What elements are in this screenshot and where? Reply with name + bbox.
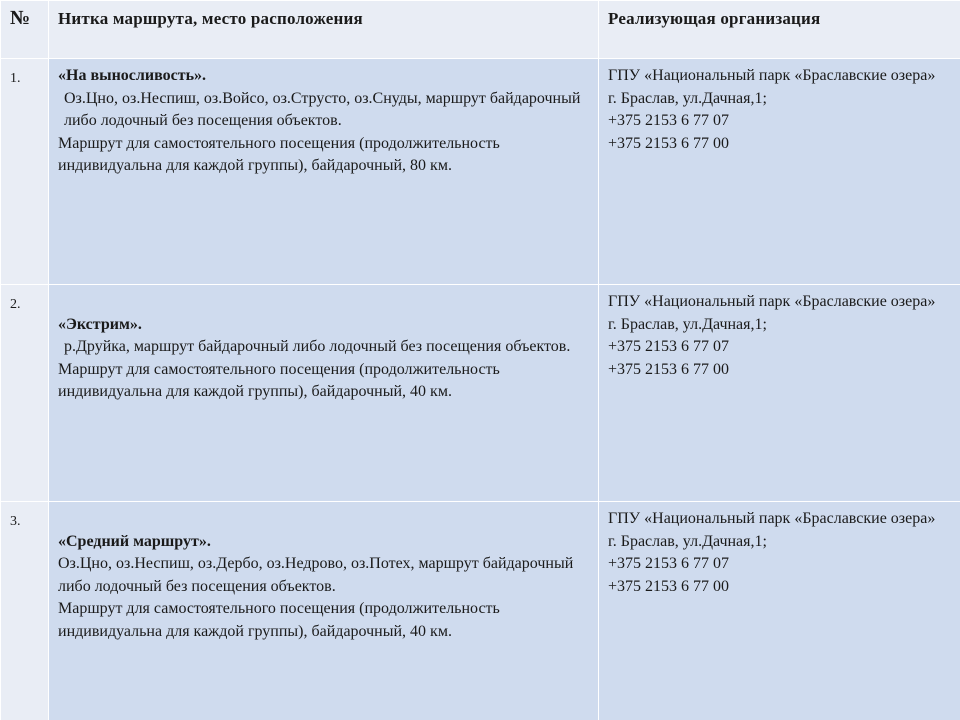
organization-address: г. Браслав, ул.Дачная,1; <box>608 89 767 107</box>
phone-number: +375 2153 6 77 07 <box>608 338 730 355</box>
visit-note: Маршрут для самостоятельного посещения (продолжительность индивидуальна для каждой группы), байдарочный, 40 км. <box>58 600 500 640</box>
visit-note: Маршрут для самостоятельного посещения (продолжительность индивидуальна для каждой группы), байдарочный, 80 км. <box>58 134 500 174</box>
route-cell <box>49 59 599 285</box>
table-header-row <box>1 1 960 59</box>
organization-cell <box>599 59 960 285</box>
organization-cell <box>599 285 960 502</box>
route-title: «Экстрим». <box>58 315 142 333</box>
phone-number: +375 2153 6 77 00 <box>608 134 730 152</box>
route-title: «Средний маршрут». <box>58 532 211 550</box>
header-organization: Реализующая организация <box>599 1 960 59</box>
phone-number: +375 2153 6 77 07 <box>608 112 730 129</box>
row-number: 2. <box>1 285 49 502</box>
route-description: Оз.Цно, оз.Неспиш, оз.Дербо, оз.Недрово, оз.Потех, маршрут байдарочный либо лодочный без посещения объектов. <box>58 555 574 595</box>
phone-number: +375 2153 6 77 00 <box>608 360 730 378</box>
organization-name: ГПУ «Национальный парк «Браславские озера» <box>608 510 936 527</box>
phone-number: +375 2153 6 77 07 <box>608 555 730 572</box>
table-row <box>1 285 960 502</box>
visit-note: Маршрут для самостоятельного посещения (продолжительность индивидуальна для каждой группы), байдарочный, 40 км. <box>58 360 500 400</box>
route-description: р.Друйка, маршрут байдарочный либо лодочный без посещения объектов. <box>64 338 571 355</box>
phone-number: +375 2153 6 77 00 <box>608 577 730 595</box>
route-cell <box>49 285 599 502</box>
route-description: Оз.Цно, оз.Неспиш, оз.Войсо, оз.Струсто, оз.Снуды, маршрут байдарочный либо лодочный без посещения объектов. <box>64 89 581 129</box>
route-title: «На выносливость». <box>58 67 207 84</box>
organization-address: г. Браслав, ул.Дачная,1; <box>608 315 767 333</box>
row-number: 1. <box>1 59 49 285</box>
header-route: Нитка маршрута, место расположения <box>49 1 599 59</box>
route-cell <box>49 502 599 720</box>
organization-name: ГПУ «Национальный парк «Браславские озера» <box>608 67 936 84</box>
header-number: № <box>1 1 49 59</box>
row-number: 3. <box>1 502 49 720</box>
organization-address: г. Браслав, ул.Дачная,1; <box>608 532 767 550</box>
organization-name: ГПУ «Национальный парк «Браславские озера» <box>608 293 936 310</box>
table-row <box>1 502 960 720</box>
table-row <box>1 59 960 285</box>
organization-cell <box>599 502 960 720</box>
